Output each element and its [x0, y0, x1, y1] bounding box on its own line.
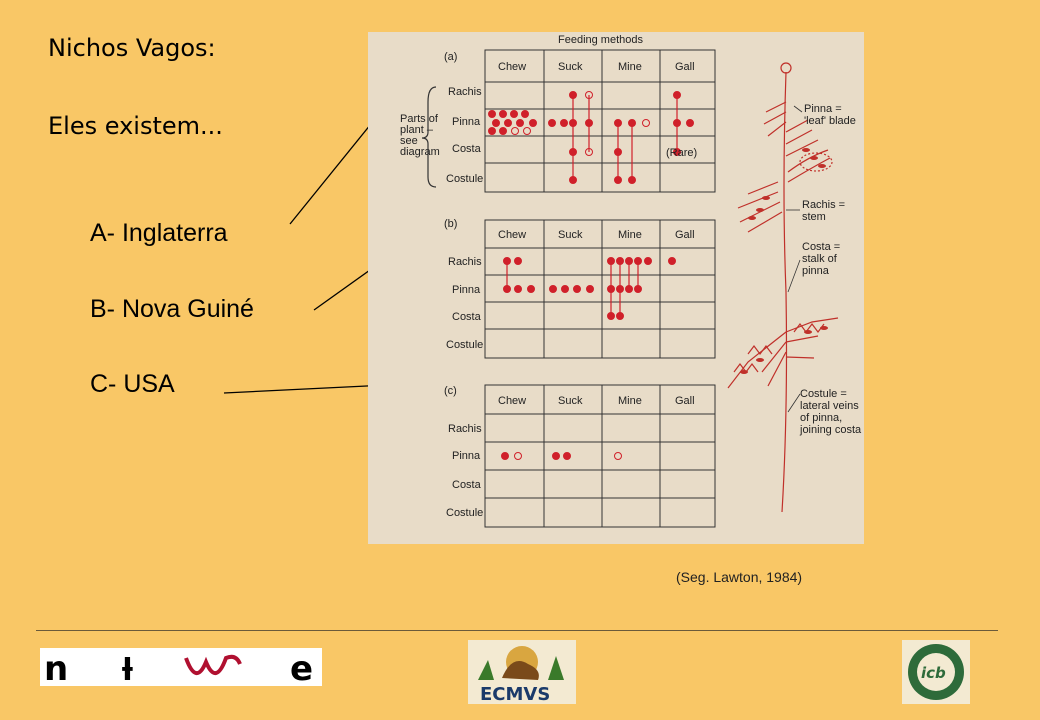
- panel-a-row-costa: Costa: [452, 143, 481, 155]
- slide-subtitle: Eles existem...: [48, 112, 223, 140]
- panel-a-col-mine: Mine: [618, 61, 642, 73]
- panel-a-col-suck: Suck: [558, 61, 583, 73]
- ecmvs-logo: [468, 640, 576, 704]
- panel-c-label: (c): [444, 385, 457, 397]
- panel-c-col-gall: Gall: [675, 395, 695, 407]
- panel-b-row-pinna: Pinna: [452, 284, 481, 296]
- slide-title: Nichos Vagos:: [48, 34, 216, 62]
- item-a: A- Inglaterra: [90, 219, 228, 247]
- fern-costule-label-3: of pinna,: [800, 412, 843, 424]
- panel-c-col-chew: Chew: [498, 395, 527, 407]
- item-b: B- Nova Guiné: [90, 295, 254, 323]
- fern-pinna-label-1: Pinna =: [804, 103, 842, 115]
- fern-costule-label-4: joining costa: [800, 424, 862, 436]
- panel-a-col-chew: Chew: [498, 61, 527, 73]
- feeding-methods-header: Feeding methods: [558, 34, 643, 46]
- item-c: C- USA: [90, 370, 175, 398]
- citation: (Seg. Lawton, 1984): [676, 569, 803, 585]
- fern-rachis-label-1: Rachis =: [802, 199, 846, 211]
- panel-c-row-pinna: Pinna: [452, 450, 481, 462]
- fern-rachis-label-2: stem: [802, 211, 826, 223]
- panel-a-col-gall: Gall: [675, 61, 695, 73]
- fern-pinna-label-2: 'leaf' blade: [804, 115, 856, 127]
- panel-a-rare-note: (Rare): [666, 147, 698, 159]
- panel-a-row-rachis: Rachis: [448, 86, 482, 98]
- panel-b-col-suck: Suck: [558, 229, 583, 241]
- panel-b-col-chew: Chew: [498, 229, 527, 241]
- panel-c-row-costa: Costa: [452, 479, 481, 491]
- panel-b-col-gall: Gall: [675, 229, 695, 241]
- panel-b-col-mine: Mine: [618, 229, 642, 241]
- fern-costule-label-2: lateral veins: [800, 400, 859, 412]
- fern-costule-label-1: Costule =: [800, 388, 847, 400]
- nte-logo-letter-n: n: [44, 649, 69, 686]
- panel-a-row-pinna: Pinna: [452, 116, 481, 128]
- parts-label-2: plant –: [400, 124, 434, 136]
- panel-b-row-costa: Costa: [452, 311, 481, 323]
- icb-logo-text: icb: [921, 664, 946, 682]
- nte-logo-letter-w: w: [268, 678, 269, 679]
- panel-c-row-costule: Costule: [446, 507, 484, 519]
- nte-logo-svg: [40, 648, 322, 686]
- panel-a-dots: [489, 92, 694, 184]
- nte-logo-letter-t: ƚ: [122, 653, 133, 686]
- panel-b-label: (b): [444, 218, 458, 230]
- icb-logo-svg: [902, 640, 970, 704]
- panel-a-label: (a): [444, 51, 458, 63]
- panel-c-dots: [502, 453, 622, 460]
- ecmvs-logo-svg: [468, 640, 576, 704]
- feeding-methods-figure: [368, 32, 864, 544]
- fern-costa-label-2: stalk of: [802, 253, 837, 265]
- parts-label-4: diagram: [400, 146, 440, 158]
- fern-costa-label-3: pinna: [802, 265, 829, 277]
- icb-logo: [902, 640, 970, 704]
- panel-b-row-costule: Costule: [446, 339, 484, 351]
- parts-label-1: Parts of: [400, 113, 438, 125]
- panel-a-row-costule: Costule: [446, 173, 484, 185]
- nte-logo-w-stroke: [186, 657, 240, 673]
- nte-logo: [40, 648, 322, 686]
- panel-b-dots: [504, 258, 676, 320]
- panel-c-col-suck: Suck: [558, 395, 583, 407]
- panel-c-row-rachis: Rachis: [448, 423, 482, 435]
- fern-costa-label-1: Costa =: [802, 241, 841, 253]
- footer-divider: [36, 630, 998, 631]
- panel-c-col-mine: Mine: [618, 395, 642, 407]
- parts-brace: [422, 87, 436, 187]
- figure-svg: [368, 32, 864, 544]
- parts-label-3: see: [400, 135, 418, 147]
- ecmvs-logo-text: ECMVS: [480, 684, 551, 704]
- panel-b-row-rachis: Rachis: [448, 256, 482, 268]
- fern-drawing: [728, 63, 841, 512]
- nte-logo-letter-e: e: [290, 649, 314, 686]
